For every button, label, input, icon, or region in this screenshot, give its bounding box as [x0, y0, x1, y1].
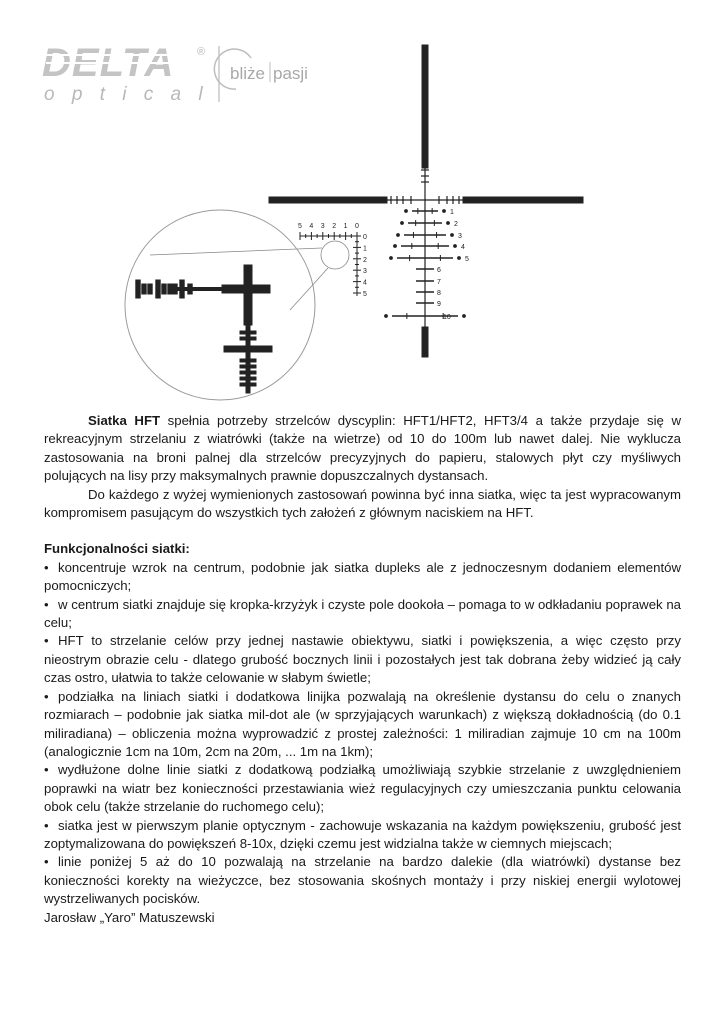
post-top: [422, 45, 428, 168]
reticle-crosshair: [269, 45, 583, 357]
ruler-side-label: 3: [363, 268, 367, 276]
zoom-post-v: [244, 265, 252, 325]
ruler-top-label: 5: [298, 223, 302, 230]
bullet-icon: •: [44, 633, 49, 649]
zoom-h-tick: [162, 284, 166, 294]
zoom-h-tick: [142, 284, 146, 294]
bullet-icon: •: [44, 762, 49, 778]
holdover-dot: [454, 245, 457, 248]
zoom-v-tick: [240, 371, 256, 374]
post-bottom: [422, 327, 428, 357]
ruler-side-label: 2: [363, 256, 367, 264]
holdover-label: 8: [437, 290, 441, 297]
zoom-v-tick: [240, 359, 256, 362]
zoom-v-tick: [240, 331, 256, 334]
zoom-v-tick: [240, 383, 256, 386]
paragraph-compromise: Do każdego z wyżej wymienionych zastosowań powinna być inna siatka, więc ta jest wypracowanym kompromisem pasującym do wszystkich tych założeń z głównym naciskiem na HFT.: [44, 486, 681, 521]
ruler-top-label: 3: [320, 223, 325, 230]
zoom-h-tick: [168, 284, 172, 294]
zoom-v-tick: [240, 377, 256, 380]
list-item: • wydłużone dolne linie siatki z dodatkową podziałką umożliwiają szybkie strzelanie z uwzględnieniem poprawki na wiatr bez konieczności przestawiania wież regulacyjnych czy umieszczania punktu celowania obok celu (także strzelanie do ruchomego celu);: [44, 762, 681, 815]
list-item: • w centrum siatki znajduje się kropka-krzyżyk i czyste pole dookoła – pomaga to w odkładaniu poprawek na celu;: [44, 596, 681, 631]
holdover-dot: [397, 234, 400, 237]
ruler-side-label: 4: [363, 279, 367, 287]
ruler-side-label: 1: [363, 245, 367, 253]
logo-tagline-b: pasji: [273, 64, 308, 83]
holdover-dot: [451, 234, 454, 237]
holdover-label: 7: [437, 279, 441, 286]
list-item: • siatka jest w pierwszym planie optycznym - zachowuje wskazania na każdym powiększeniu, grubość jest zoptymalizowana do powiększeń 8-10x, dzięki czemu jest widzialna także w ciemnych miejscach;: [44, 817, 681, 851]
holdover-dot: [463, 315, 466, 318]
ruler-side-label: 0: [363, 234, 367, 241]
holdover-dot: [447, 222, 450, 225]
holdover-dot: [390, 257, 393, 260]
ruler-side-label: 5: [363, 291, 367, 298]
zoom-v-tick: [240, 365, 256, 368]
zoom-v-tick: [240, 337, 256, 340]
list-item: • koncentruje wzrok na centrum, podobnie jak siatka dupleks ale z jednoczesnym dodaniem elementów pomocniczych;: [44, 559, 681, 594]
zoom-h-tick: [188, 284, 192, 294]
reticle-labels: [298, 209, 469, 321]
list-item: • linie poniżej 5 aż do 10 pozwalają na strzelanie na bardzo dalekie (dla wiatrówki) dystanse bez konieczności korekty na wieżyczce, bez stosowania skośnych montaży i przy niskiej energii wylotowej wystrzeliwanych pocisków.: [44, 854, 681, 907]
holdover-dot: [405, 210, 408, 213]
reticle-figure: [110, 40, 630, 410]
list-item: • HFT to strzelanie celów przy jednej nastawie obiektywu, siatki i powiększenia, a więc często przy nieostrym obrazie celu - dlatego grubość bocznych linii i pozostałych jest tak dobrana żeby widzieć ją cały czas ostro, ułatwia to także celowanie w słabym świetle;: [44, 633, 681, 686]
post-right: [463, 197, 583, 203]
holdover-label: 3: [458, 233, 462, 240]
bullet-icon: •: [44, 688, 49, 704]
zoom-h-tick: [148, 284, 152, 294]
zoom-leader: [290, 268, 328, 310]
feature-list: [44, 559, 681, 909]
list-item: • podziałka na liniach siatki i dodatkowa linijka pozwalają na określenie dystansu do celu o znanych rozmiarach – podobnie jak siatka mil-dot ale (w sprzyjających warunkach) z większą dokładnością (do 0.1 miliradiana) – obliczenia można wyprowadzić z prostej zależności: 1 miliradian zajmuje 10 cm na 100m (analogicznie 1cm na 10m, 2cm na 20m, ... 1m na 1km);: [44, 688, 681, 759]
bullet-icon: •: [44, 854, 49, 870]
ruler-top-label: 0: [355, 223, 359, 230]
post-left: [269, 197, 387, 203]
bullet-icon: •: [44, 817, 49, 833]
holdover-dot: [458, 257, 461, 260]
holdover-label: 9: [437, 301, 441, 308]
holdover-label: 4: [461, 244, 465, 251]
reticle-magnified-detail: [125, 210, 349, 400]
logo-brand: DELTA: [42, 41, 175, 85]
article-body: [44, 412, 681, 927]
paragraph-intro-text: spełnia potrzeby strzelców dyscyplin: HFT1/HFT2, HFT3/4 a także przydaje się w rekreacyjnym strzelaniu z wiatrówki (także na wietrze) od 10 do 100m lub nawet dalej. Nie wyklucza zastosowania na broni palnej dla strzelców precyzyjnych do papieru, stalowych płyt czy myśliwych polujących na lisy przy maksymalnych prawnie dopuszczalnych dystansach.: [44, 413, 681, 484]
holdover-dot: [401, 222, 404, 225]
paragraph-intro: [44, 412, 681, 486]
zoom-h-tick: [136, 280, 140, 298]
ruler-top-label: 1: [343, 223, 348, 230]
logo-tagline-a: bliże: [230, 64, 265, 83]
ruler-top-label: 4: [309, 223, 314, 230]
zoom-h-tick: [180, 280, 184, 298]
holdover-label: 10: [443, 314, 451, 321]
zoom-h-tick: [173, 284, 177, 294]
ruler-top-label: 2: [332, 223, 337, 230]
zoom-h-tick: [156, 280, 160, 298]
holdover-dot: [394, 245, 397, 248]
bullet-icon: •: [44, 596, 49, 612]
holdover-dot: [385, 315, 388, 318]
paragraph-intro-lead: Siatka HFT: [88, 413, 161, 428]
holdover-label: 5: [465, 256, 469, 263]
section-title: Funkcjonalności siatki:: [44, 541, 190, 557]
holdover-label: 6: [437, 267, 441, 274]
logo-sub: o p t i c a l: [44, 84, 209, 105]
author-signature: Jarosław „Yaro” Matuszewski: [44, 909, 215, 925]
logo-registered: ®: [197, 46, 206, 58]
bullet-icon: •: [44, 559, 49, 575]
holdover-label: 1: [450, 209, 454, 216]
holdover-dot: [443, 210, 446, 213]
holdover-label: 2: [454, 221, 458, 228]
zoom-source-circle: [321, 241, 349, 269]
zoom-circle: [125, 210, 315, 400]
